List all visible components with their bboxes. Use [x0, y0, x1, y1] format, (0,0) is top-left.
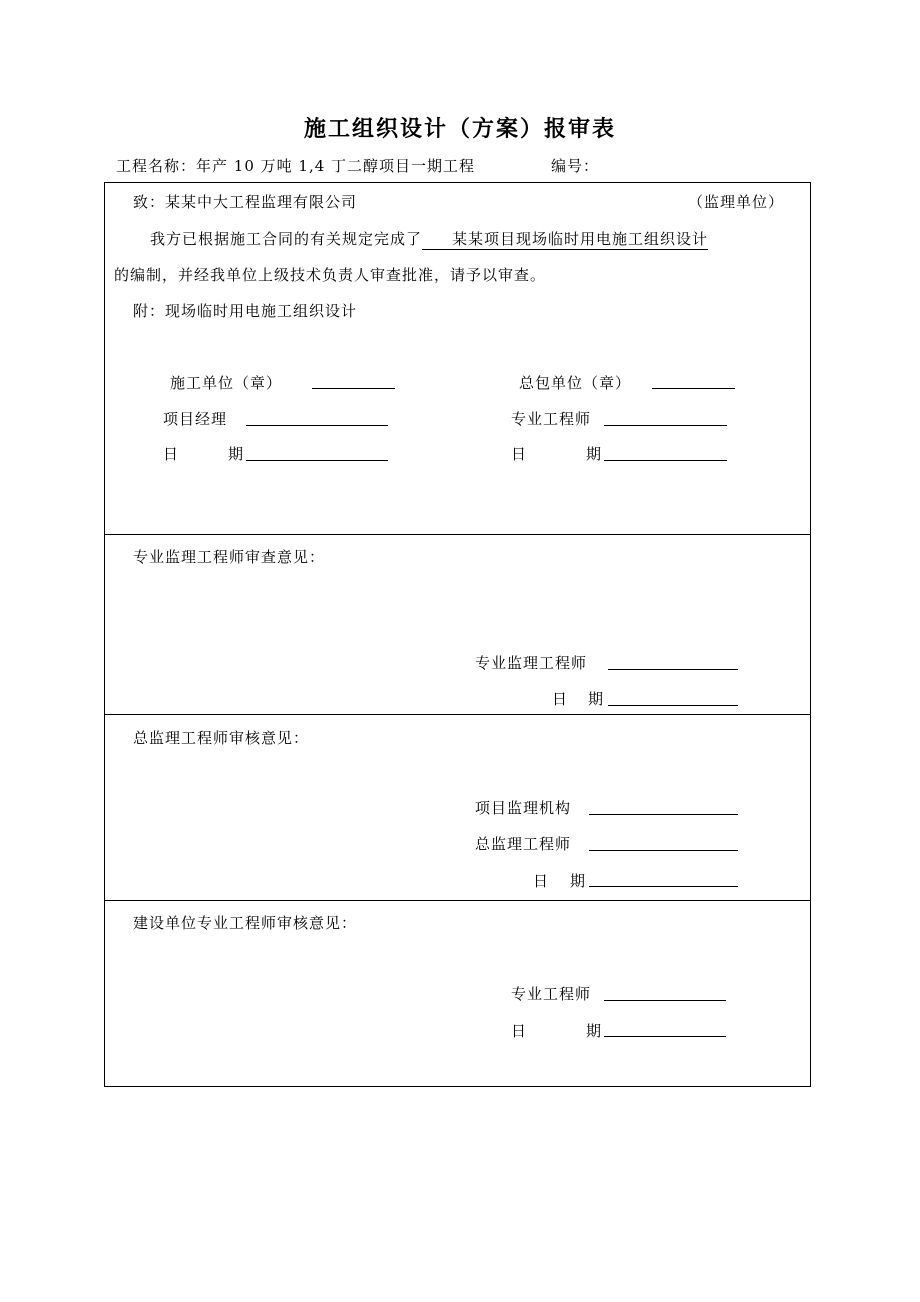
supervision-unit-suffix: （监理单位）	[688, 193, 785, 211]
supervisor-sign-line[interactable]	[608, 669, 738, 670]
supervisor-date-b: 期	[588, 690, 605, 708]
addressee	[133, 191, 357, 212]
date-label-left-b: 期	[228, 445, 245, 463]
chief-date-line[interactable]	[589, 886, 738, 887]
owner-date-b: 期	[586, 1022, 603, 1040]
supervision-org-label: 项目监理机构	[475, 799, 572, 817]
supervision-org-sign-line[interactable]	[589, 814, 738, 815]
supervisor-date-line[interactable]	[608, 705, 738, 706]
statement-prefix: 我方已根据施工合同的有关规定完成了	[150, 230, 423, 248]
supervisor-signer-label: 专业监理工程师	[475, 654, 588, 672]
project-label: 工程名称：	[116, 157, 197, 175]
chief-review-heading: 总监理工程师审核意见：	[133, 729, 310, 747]
submission-statement	[150, 228, 708, 250]
chief-engineer-label: 总监理工程师	[475, 835, 572, 853]
owner-engineer-label: 专业工程师	[511, 985, 592, 1003]
general-contractor-sign-line[interactable]	[652, 388, 735, 389]
contractor-sign-line[interactable]	[312, 388, 395, 389]
date-label-right-b: 期	[586, 445, 603, 463]
to-label: 致：	[133, 193, 166, 211]
supervisor-date-a: 日	[552, 690, 569, 708]
owner-review-heading: 建设单位专业工程师审核意见：	[133, 914, 358, 932]
supervisor-review-heading: 专业监理工程师审查意见：	[133, 548, 326, 566]
chief-date-b: 期	[570, 872, 587, 890]
chief-date-a: 日	[533, 872, 550, 890]
date-label-left-a: 日	[163, 445, 180, 463]
statement-suffix: 的编制，并经我单位上级技术负责人审查批准，请予以审查。	[114, 266, 547, 284]
section-divider	[104, 714, 811, 715]
specialty-engineer-label: 专业工程师	[511, 410, 592, 428]
section-divider	[104, 900, 811, 901]
date-line-right[interactable]	[604, 460, 727, 461]
owner-engineer-sign-line[interactable]	[604, 1000, 726, 1001]
project-name: 年产 10 万吨 1,4 丁二醇项目一期工程	[196, 157, 476, 175]
contractor-label: 施工单位（章）	[170, 374, 283, 392]
document-title-underlined: 某某项目现场临时用电施工组织设计	[422, 228, 708, 250]
specialty-engineer-sign-line[interactable]	[604, 425, 727, 426]
date-label-right-a: 日	[511, 445, 528, 463]
owner-date-a: 日	[511, 1022, 528, 1040]
general-contractor-label: 总包单位（章）	[519, 374, 632, 392]
number-label: 编号：	[551, 157, 600, 175]
section-divider	[104, 534, 811, 535]
owner-date-line[interactable]	[604, 1036, 726, 1037]
project-manager-label: 项目经理	[163, 410, 228, 428]
form-title: 施工组织设计（方案）报审表	[303, 117, 616, 142]
project-manager-sign-line[interactable]	[246, 425, 388, 426]
project-name-row	[116, 155, 475, 176]
date-line-left[interactable]	[246, 460, 388, 461]
chief-engineer-sign-line[interactable]	[589, 850, 738, 851]
attachment-line: 附：现场临时用电施工组织设计	[133, 302, 358, 320]
supervision-company: 某某中大工程监理有限公司	[165, 193, 358, 211]
